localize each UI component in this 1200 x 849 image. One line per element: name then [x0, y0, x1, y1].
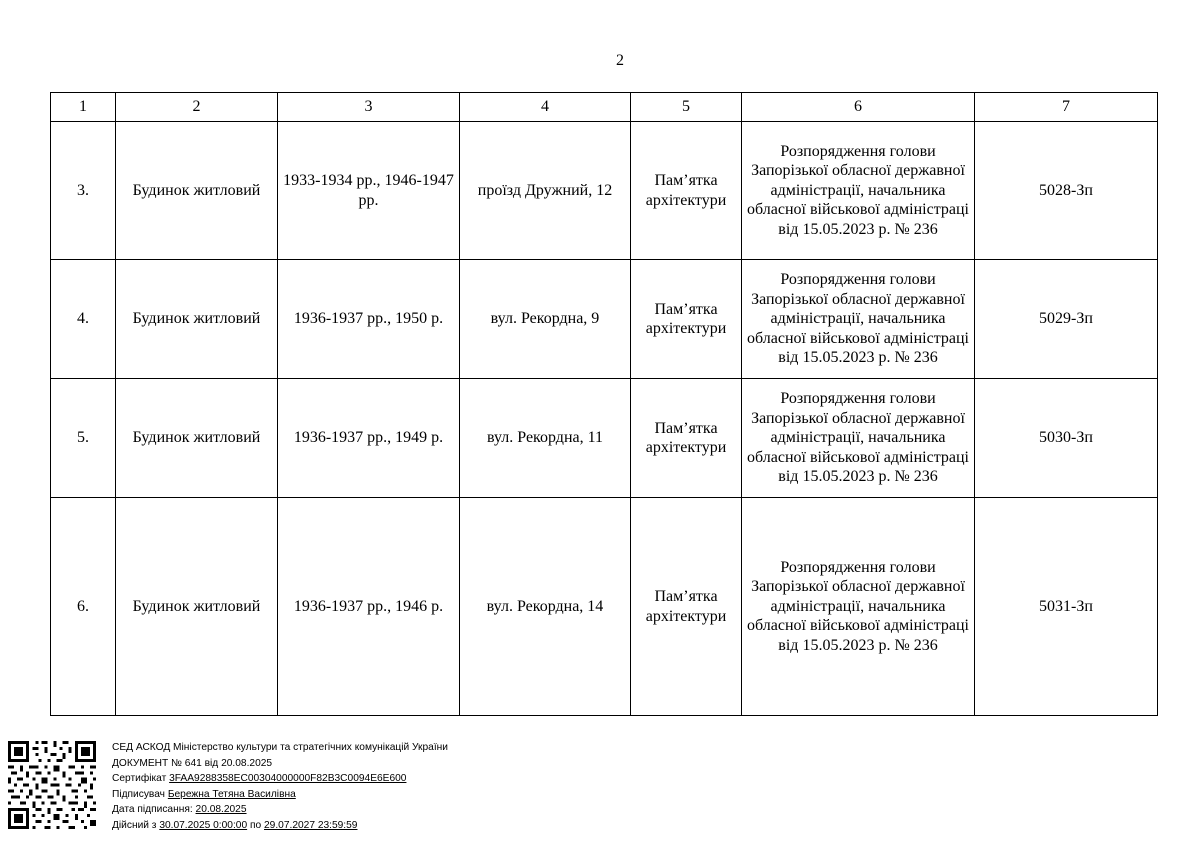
signature-date: Дата підписання: 20.08.2025 [112, 804, 247, 816]
table-row [51, 498, 1158, 716]
table-row [51, 260, 1158, 379]
registry-number: 5029-Зп [975, 260, 1158, 379]
signature-validity: Дійсний з 30.07.2025 0:00:00 по 29.07.2027 23:59:59 [112, 819, 358, 831]
object-date: 1933-1934 рр., 1946-1947 рр. [278, 122, 460, 260]
decision-text: Розпорядження голови Запорізької обласної державної адміністрації, начальника обласної військової адміністраці від 15.05.2023 р. № 236 [742, 122, 975, 260]
decision-text: Розпорядження голови Запорізької обласної державної адміністрації, начальника обласної військової адміністраці від 15.05.2023 р. № 236 [742, 260, 975, 379]
signature-signer: Підписувач Бережна Тетяна Василівна [112, 788, 296, 800]
object-type: Пам’ятка архітектури [631, 122, 742, 260]
object-type: Пам’ятка архітектури [631, 260, 742, 379]
signature-details [112, 740, 712, 834]
object-type: Пам’ятка архітектури [631, 379, 742, 498]
row-number: 3. [51, 122, 116, 260]
registry-number: 5028-Зп [975, 122, 1158, 260]
object-name: Будинок житловий [116, 260, 278, 379]
object-date: 1936-1937 рр., 1949 р. [278, 379, 460, 498]
column-header: 6 [742, 93, 975, 122]
object-date: 1936-1937 рр., 1946 р. [278, 498, 460, 716]
object-name: Будинок житловий [116, 379, 278, 498]
monuments-table [50, 92, 1158, 716]
row-number: 4. [51, 260, 116, 379]
table-row [51, 379, 1158, 498]
registry-number: 5030-Зп [975, 379, 1158, 498]
registry-number: 5031-Зп [975, 498, 1158, 716]
signature-document: ДОКУМЕНТ № 641 від 20.08.2025 [112, 757, 273, 769]
column-header: 4 [460, 93, 631, 122]
header-row [51, 93, 1158, 122]
qr-code-icon [8, 740, 96, 830]
row-number: 6. [51, 498, 116, 716]
object-address: проїзд Дружний, 12 [460, 122, 631, 260]
decision-text: Розпорядження голови Запорізької обласної державної адміністрації, начальника обласної військової адміністраці від 15.05.2023 р. № 236 [742, 498, 975, 716]
column-header: 7 [975, 93, 1158, 122]
signature-system: СЕД АСКОД Міністерство культури та стратегічних комунікацій України [112, 742, 448, 753]
object-address: вул. Рекордна, 11 [460, 379, 631, 498]
page-number: 2 [616, 52, 624, 69]
object-name: Будинок житловий [116, 498, 278, 716]
column-header: 1 [51, 93, 116, 122]
table-row [51, 122, 1158, 260]
object-type: Пам’ятка архітектури [631, 498, 742, 716]
decision-text: Розпорядження голови Запорізької обласної державної адміністрації, начальника обласної військової адміністраці від 15.05.2023 р. № 236 [742, 379, 975, 498]
column-header: 3 [278, 93, 460, 122]
signature-certificate: Сертифікат 3FAA9288358EC00304000000F82B3C0094E6E600 [112, 773, 407, 785]
column-header: 5 [631, 93, 742, 122]
object-address: вул. Рекордна, 14 [460, 498, 631, 716]
object-date: 1936-1937 рр., 1950 р. [278, 260, 460, 379]
object-address: вул. Рекордна, 9 [460, 260, 631, 379]
object-name: Будинок житловий [116, 122, 278, 260]
column-header: 2 [116, 93, 278, 122]
row-number: 5. [51, 379, 116, 498]
